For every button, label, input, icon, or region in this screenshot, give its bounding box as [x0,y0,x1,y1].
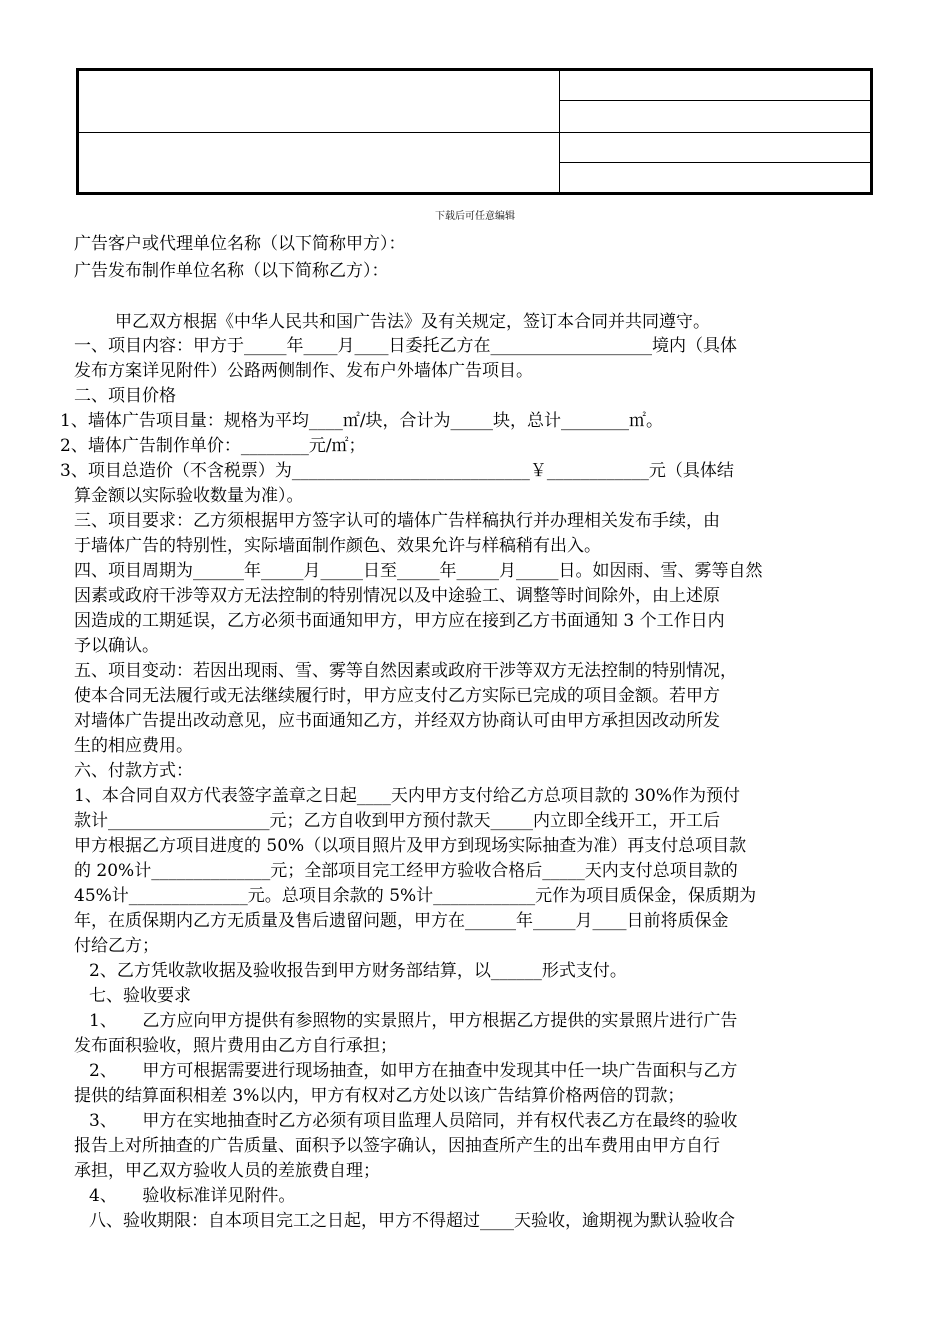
table-divider-right-2 [559,132,870,133]
contract-line: 甲方根据乙方项目进度的 50%（以项目照片及甲方到现场实际抽查为准）再支付总项目款 [74,836,747,856]
contract-line: 1、 乙方应向甲方提供有参照物的实景照片，甲方根据乙方提供的实景照片进行广告 [89,1011,738,1031]
contract-line: 因素或政府干涉等双方无法控制的特别情况以及中途验工、调整等时间除外，由上述原 [74,586,720,606]
contract-line: 1、本合同自双方代表签字盖章之日起____天内甲方支付给乙方总项目款的 30%作为预付 [74,786,741,806]
contract-line: 七、验收要求 [89,986,191,1006]
contract-line: 五、项目变动：若因出现雨、雪、雾等自然因素或政府干涉等双方无法控制的特别情况， [74,661,737,681]
edit-caption: 下载后可任意编辑 [435,211,515,222]
table-divider-right-1 [559,100,870,101]
contract-line: 生的相应费用。 [74,736,193,756]
contract-line: 一、项目内容：甲方于_____年____月____日委托乙方在___________________境内（具体 [74,336,737,356]
contract-line: 广告客户或代理单位名称（以下简称甲方）： [74,234,406,254]
contract-line: 3、项目总造价（不含税票）为____________________________￥____________元（具体结 [60,461,734,481]
contract-line: 2、墙体广告制作单价：________元/㎡； [60,436,366,456]
contract-line: 二、项目价格 [74,386,176,406]
contract-line: 款计___________________元；乙方自收到甲方预付款天_____内立即全线开工，开工后 [74,811,720,831]
contract-line: 4、 验收标准详见附件。 [89,1186,296,1206]
contract-line: 六、付款方式： [74,761,193,781]
contract-line: 2、乙方凭收款收据及验收报告到甲方财务部结算，以______形式支付。 [89,961,627,981]
contract-line: 提供的结算面积相差 3%以内，甲方有权对乙方处以该广告结算价格两倍的罚款； [74,1086,685,1106]
contract-line: 1、墙体广告项目量：规格为平均____㎡/块，合计为_____块，总计________㎡。 [60,411,664,431]
contract-line: 算金额以实际验收数量为准）。 [74,486,304,506]
contract-line: 年，在质保期内乙方无质量及售后遗留问题，甲方在______年_____月____日前将质保金 [74,911,729,931]
contract-line: 八、验收期限：自本项目完工之日起，甲方不得超过____天验收，逾期视为默认验收合 [89,1211,735,1231]
contract-line: 甲乙双方根据《中华人民共和国广告法》及有关规定，签订本合同并共同遵守。 [115,312,710,332]
contract-line: 报告上对所抽查的广告质量、面积予以签字确认，因抽查所产生的出车费用由甲方自行 [74,1136,720,1156]
contract-line: 广告发布制作单位名称（以下简称乙方）： [74,261,389,281]
contract-line: 45%计______________元。总项目余款的 5%计____________元作为项目质保金，保质期为 [74,886,757,906]
contract-line: 于墙体广告的特别性，实际墙面制作颜色、效果允许与样稿稍有出入。 [74,536,601,556]
contract-line: 使本合同无法履行或无法继续履行时，甲方应支付乙方实际已完成的项目金额。若甲方 [74,686,720,706]
contract-line: 2、 甲方可根据需要进行现场抽查，如甲方在抽查中发现其中任一块广告面积与乙方 [89,1061,738,1081]
contract-line: 发布方案详见附件）公路两侧制作、发布户外墙体广告项目。 [74,361,533,381]
contract-line: 三、项目要求：乙方须根据甲方签字认可的墙体广告样稿执行并办理相关发布手续，由 [74,511,720,531]
header-table [76,68,873,195]
contract-line: 承担，甲乙双方验收人员的差旅费自理； [74,1161,380,1181]
contract-line: 对墙体广告提出改动意见，应书面通知乙方，并经双方协商认可由甲方承担因改动所发 [74,711,720,731]
contract-line: 因造成的工期延误，乙方必须书面通知甲方，甲方应在接到乙方书面通知 3 个工作日内 [74,611,725,631]
contract-line: 四、项目周期为______年_____月_____日至_____年_____月_____日。如因雨、雪、雾等自然 [74,561,763,581]
contract-line: 3、 甲方在实地抽查时乙方必须有项目监理人员陪同，并有权代表乙方在最终的验收 [89,1111,738,1131]
contract-line: 付给乙方； [74,936,159,956]
table-divider-left [79,132,559,133]
contract-line: 的 20%计______________元；全部项目完工经甲方验收合格后_____天内支付总项目款的 [74,861,738,881]
contract-line: 予以确认。 [74,636,159,656]
contract-line: 发布面积验收，照片费用由乙方自行承担； [74,1036,397,1056]
table-divider-right-3 [559,162,870,163]
